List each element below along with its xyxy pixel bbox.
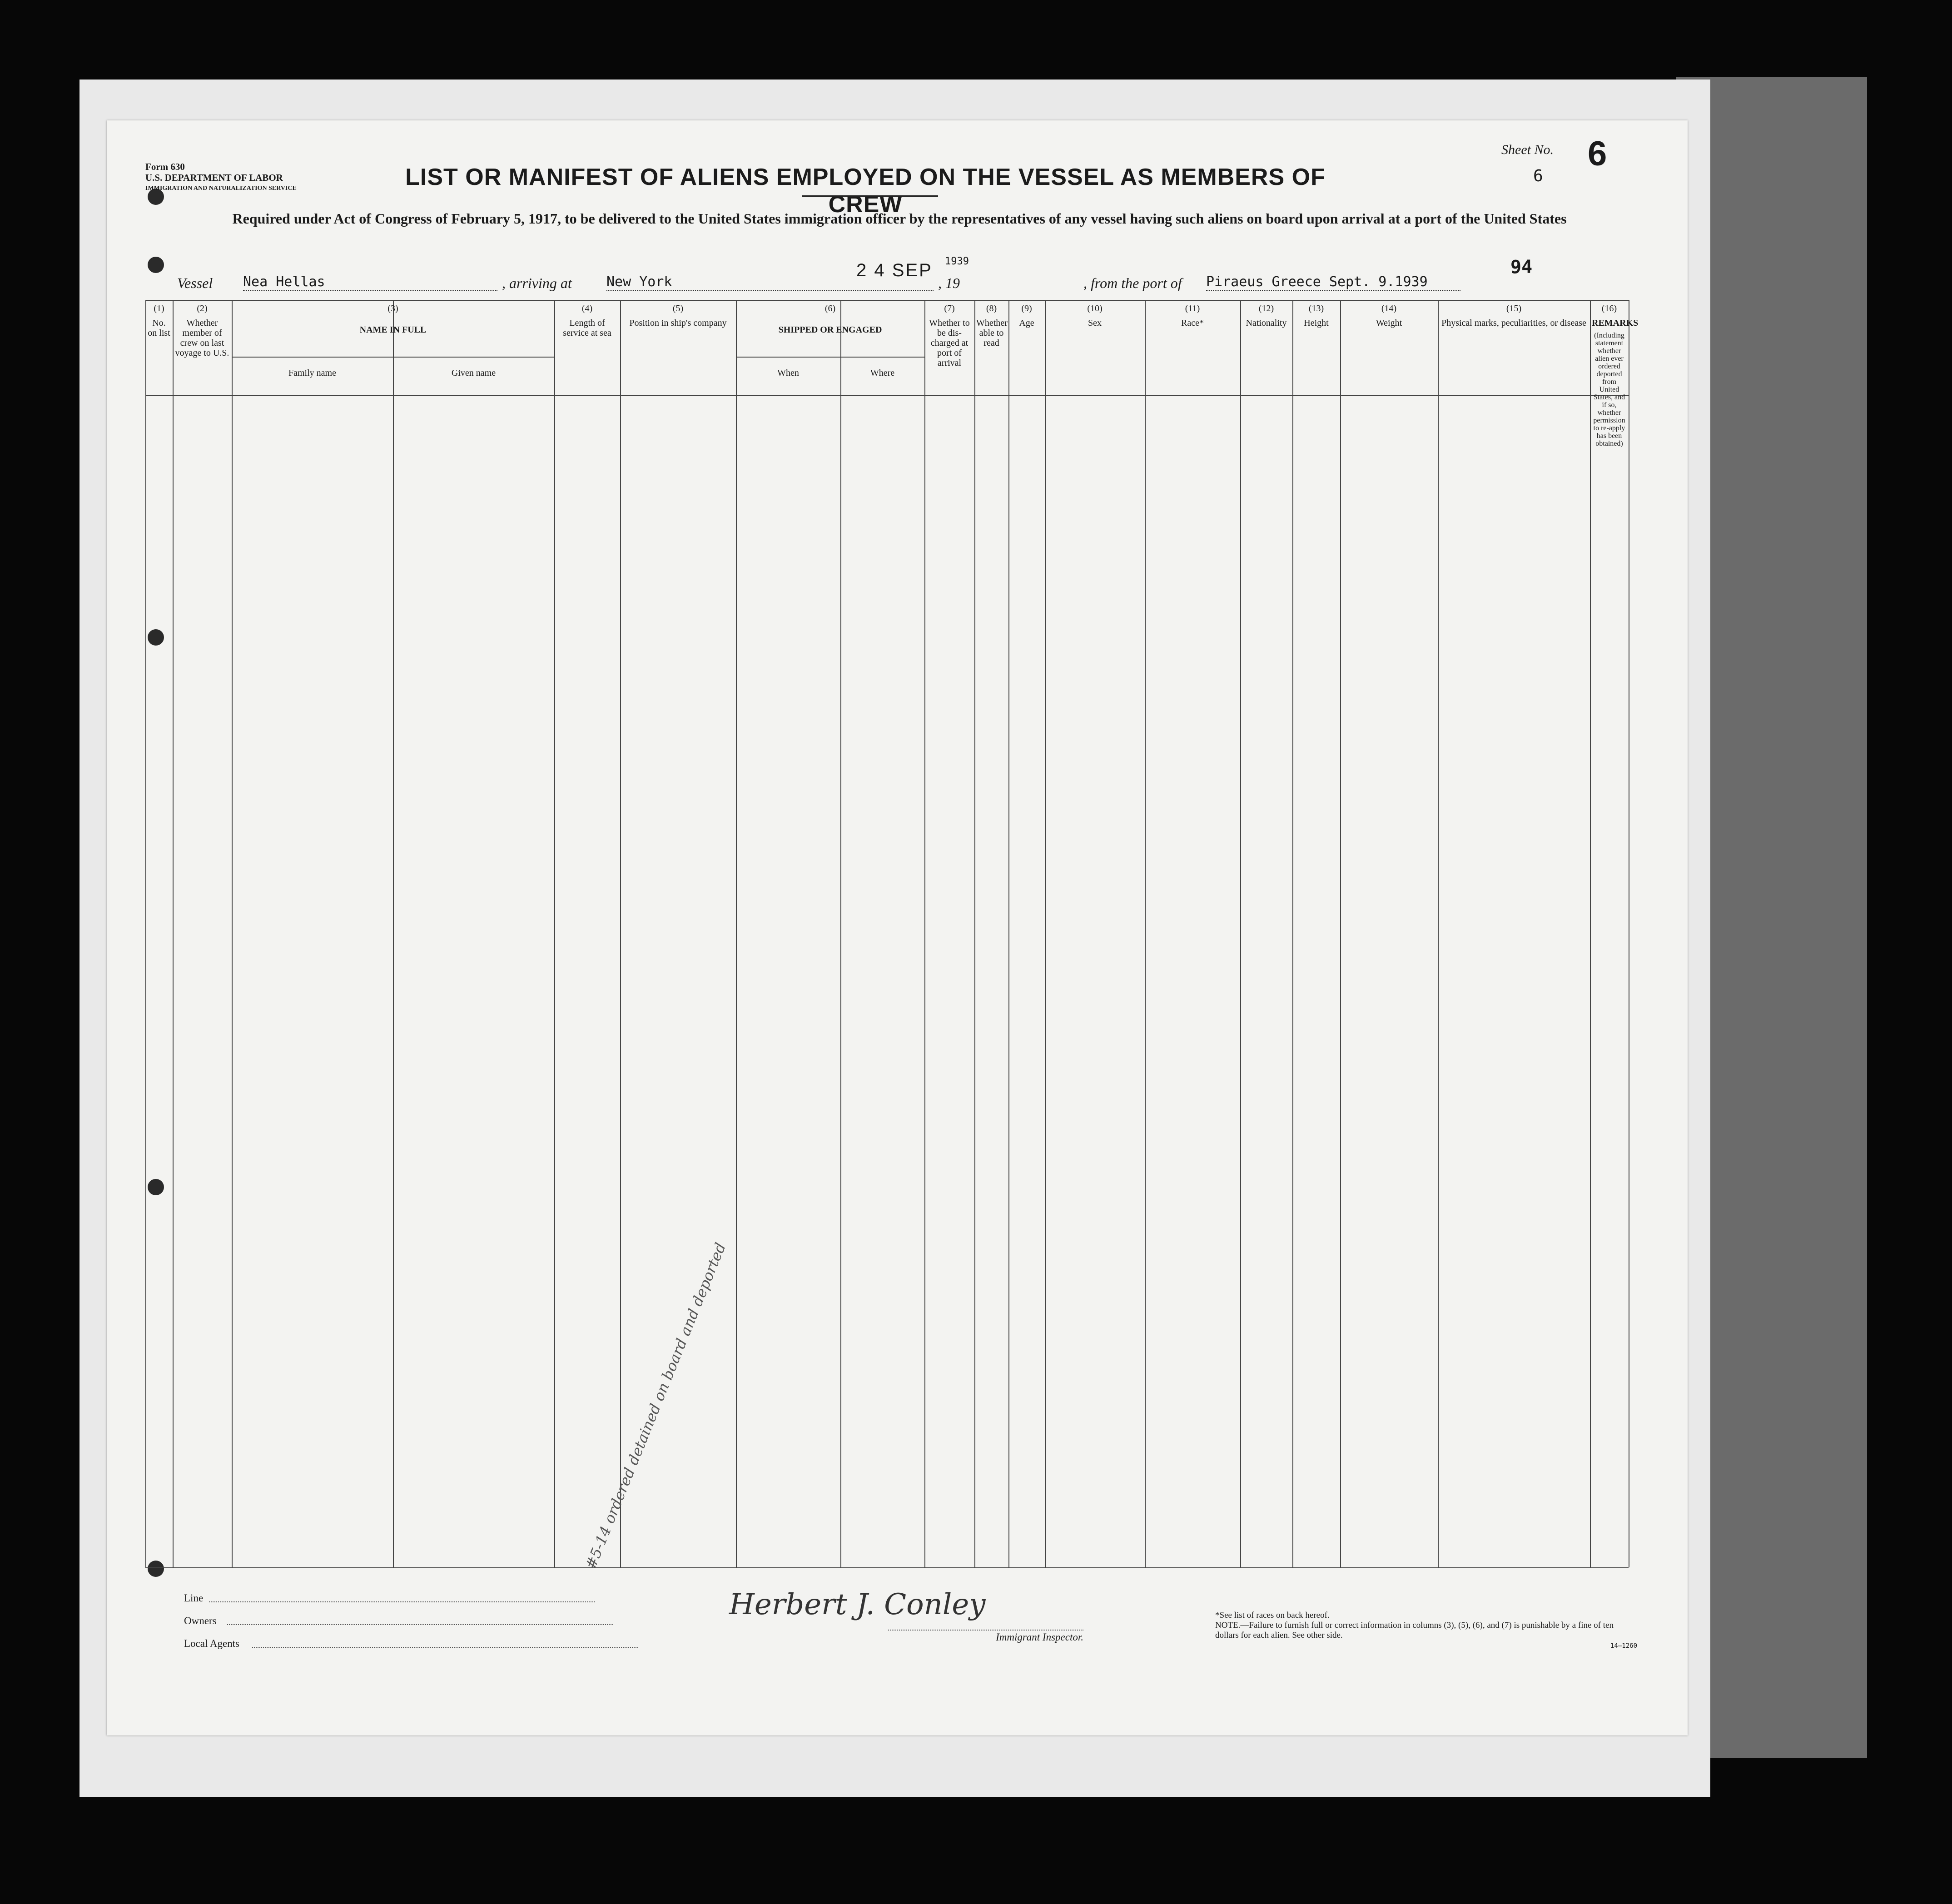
line-field — [209, 1601, 595, 1602]
column-rule — [1590, 300, 1591, 1567]
local-agents-label: Local Agents — [184, 1638, 239, 1649]
date-stamp: 2 4 SEP — [856, 260, 933, 280]
column-subheader: Family name — [288, 368, 336, 378]
handwritten-side-note: #5-14 ordered detained on board and deported — [581, 1240, 730, 1572]
sheet-number-label: Sheet No. — [1501, 142, 1554, 157]
table-top-rule — [145, 300, 1629, 301]
races-note: *See list of races on back hereof. — [1215, 1611, 1330, 1620]
department-name: U.S. DEPARTMENT OF LABOR — [145, 172, 283, 183]
column-number: (8) — [986, 303, 997, 313]
column-rule — [924, 300, 925, 1567]
column-number: (10) — [1087, 303, 1103, 313]
column-rule — [145, 300, 146, 1567]
local-agents-field — [252, 1647, 638, 1648]
service-name: IMMIGRATION AND NATURALIZATION SERVICE — [145, 185, 297, 192]
column-rule — [232, 300, 233, 1567]
column-number: (16) — [1601, 303, 1617, 313]
column-rule — [393, 300, 394, 1567]
column-rule — [1438, 300, 1439, 1567]
column-number: (3) — [387, 303, 398, 313]
column-subheader: Where — [870, 368, 895, 378]
column-header: Nationality — [1246, 318, 1287, 328]
sheet-number-typed: 6 — [1533, 167, 1543, 185]
column-header: Whether able to read — [976, 318, 1008, 348]
column-header: Sex — [1088, 318, 1102, 328]
column-header: Whether member of crew on last voyage to U.S. — [175, 318, 229, 358]
column-header: Physical marks, peculiarities, or disease — [1441, 318, 1586, 328]
page-subtitle: Required under Act of Congress of February 5, 1917, to be delivered to the United States immigration officer by the representatives of any vessel having such aliens on board upon arrival at a port of the United States — [232, 210, 1567, 227]
header-bottom-rule — [145, 395, 1629, 396]
date-stamp-year: 1939 — [945, 256, 969, 267]
column-number: (5) — [672, 303, 684, 313]
column-rule — [736, 300, 737, 1567]
column-header: Age — [1019, 318, 1034, 328]
column-subheader: (Including statement whether alien ever ordered deported from United States, and if so, whether permission to re-apply has been obtained) — [1593, 332, 1625, 447]
column-number: (7) — [944, 303, 955, 313]
punch-hole — [148, 257, 164, 273]
column-rule — [554, 300, 555, 1567]
crew-table — [145, 300, 1639, 1572]
column-rule — [173, 300, 174, 1567]
year-label: , 19 — [938, 275, 960, 291]
column-rule — [1240, 300, 1241, 1567]
column-number: (11) — [1185, 303, 1200, 313]
vessel-name: Nea Hellas — [243, 274, 497, 291]
column-header: No. on list — [148, 318, 170, 338]
column-number: (9) — [1021, 303, 1032, 313]
column-header: Length of service at sea — [563, 318, 611, 338]
column-rule — [1340, 300, 1341, 1567]
column-rule — [1145, 300, 1146, 1567]
column-subheader: When — [777, 368, 799, 378]
column-header: NAME IN FULL — [359, 325, 427, 335]
column-rule — [1292, 300, 1293, 1567]
column-header: Height — [1304, 318, 1329, 328]
column-number: (6) — [825, 303, 836, 313]
column-rule — [840, 300, 841, 1567]
arriving-port: New York — [606, 274, 934, 291]
table-bottom-rule — [145, 1567, 1629, 1568]
column-rule — [620, 300, 621, 1567]
column-number: (4) — [581, 303, 593, 313]
vessel-label: Vessel — [177, 275, 213, 291]
column-number: (12) — [1258, 303, 1274, 313]
manifest-page — [107, 120, 1688, 1735]
column-header: Weight — [1376, 318, 1402, 328]
column-rule — [1008, 300, 1009, 1567]
column-number: (13) — [1308, 303, 1324, 313]
line-label: Line — [184, 1592, 204, 1604]
column-number: (2) — [197, 303, 208, 313]
column-rule — [1045, 300, 1046, 1567]
form-code: 14—1260 — [1610, 1642, 1638, 1650]
form-identifier — [145, 161, 297, 194]
inspector-label: Immigrant Inspector. — [888, 1630, 1083, 1643]
column-number: (14) — [1381, 303, 1397, 313]
corner-number: 94 — [1510, 257, 1533, 278]
from-port-label: , from the port of — [1083, 275, 1182, 291]
column-header: SHIPPED OR ENGAGED — [778, 325, 882, 335]
column-rule — [974, 300, 975, 1567]
owners-field — [227, 1624, 613, 1625]
column-header: REMARKS — [1592, 318, 1639, 328]
arriving-label: , arriving at — [502, 275, 572, 291]
footer-notes — [1215, 1611, 1624, 1641]
column-number: (15) — [1506, 303, 1522, 313]
owners-label: Owners — [184, 1615, 217, 1626]
page-title: LIST OR MANIFEST OF ALIENS EMPLOYED ON THE VESSEL AS MEMBERS OF CREW — [405, 164, 1326, 218]
form-number: Form 630 — [145, 161, 185, 172]
column-header: Position in ship's company — [629, 318, 727, 328]
inspector-signature: Herbert J. Conley — [729, 1588, 986, 1621]
column-subheader: Given name — [451, 368, 496, 378]
penalty-note: NOTE.—Failure to furnish full or correct information in columns (3), (5), (6), and (7) is punishable by a fine of ten dollars for each alien. See other side. — [1215, 1621, 1614, 1640]
sheet-number-handwritten: 6 — [1588, 134, 1607, 173]
from-port: Piraeus Greece Sept. 9.1939 — [1206, 274, 1460, 291]
column-header: Whether to be dis-charged at port of arrival — [929, 318, 970, 368]
column-header: Race* — [1181, 318, 1204, 328]
title-underline — [802, 195, 938, 197]
column-number: (1) — [154, 303, 164, 313]
subheader-rule — [736, 357, 924, 358]
subheader-rule — [232, 357, 554, 358]
